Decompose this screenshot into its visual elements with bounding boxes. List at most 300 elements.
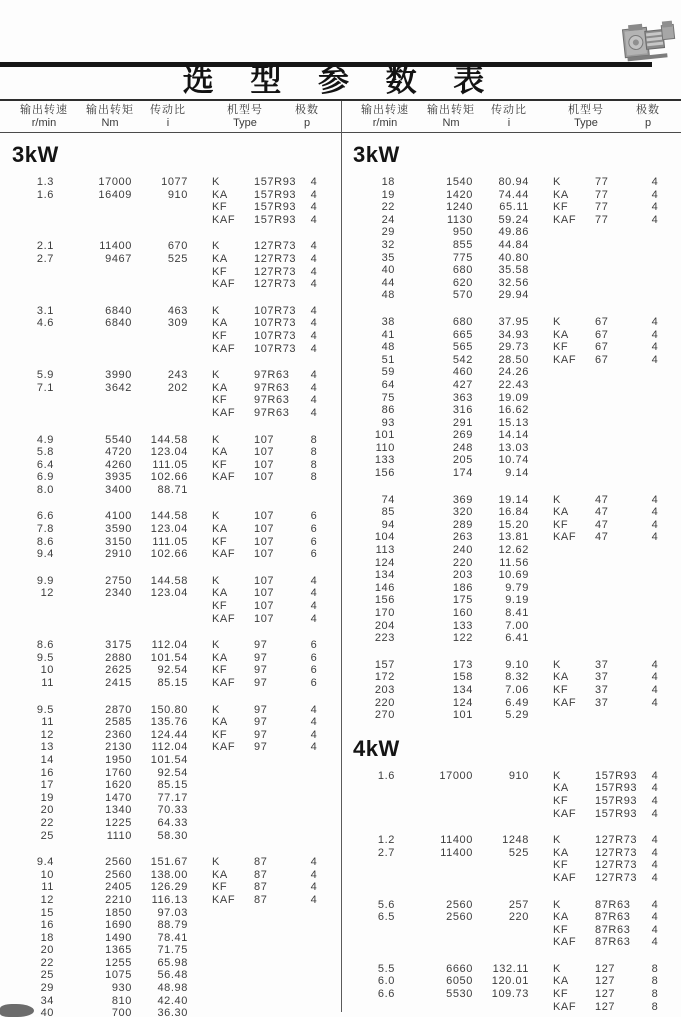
cell-type-prefix: KF — [212, 535, 228, 548]
cell-poles: 4 — [651, 898, 659, 911]
spacer — [198, 639, 212, 652]
cell-poles — [643, 252, 667, 265]
cell-type-prefix: KAF — [212, 471, 236, 484]
cell-poles: 4 — [651, 188, 659, 201]
cell-torque: 17000 — [439, 769, 473, 782]
column-model — [254, 856, 302, 1017]
spacer — [198, 369, 212, 382]
column-spacer — [198, 434, 212, 497]
cell-poles: 6 — [310, 548, 318, 561]
column-torque — [60, 434, 140, 497]
cell-type-model: 87 — [254, 868, 268, 881]
column-spacer — [539, 316, 553, 480]
cell-ratio: 49.86 — [498, 226, 529, 239]
cell-type-model: 47 — [595, 531, 609, 544]
cell-speed: 2.7 — [377, 846, 395, 859]
cell-torque: 3990 — [105, 369, 132, 382]
cell-torque — [401, 936, 481, 949]
cell-torque: 542 — [452, 353, 473, 366]
cell-speed: 6.9 — [36, 471, 54, 484]
column-torque — [60, 176, 140, 226]
cell-torque: 186 — [452, 581, 473, 594]
spacer — [539, 975, 553, 988]
spacer — [198, 995, 212, 1008]
cell-speed — [8, 613, 60, 626]
column-torque — [401, 494, 481, 645]
cell-torque: 680 — [452, 315, 473, 328]
cell-speed: 223 — [374, 632, 395, 645]
cell-torque: 122 — [452, 632, 473, 645]
cell-poles: 4 — [310, 240, 318, 253]
table-left — [0, 140, 340, 1017]
cell-type-model — [595, 429, 643, 442]
cell-torque: 930 — [111, 982, 132, 995]
cell-poles — [643, 454, 667, 467]
column-prefix — [212, 639, 254, 689]
cell-type-model — [254, 1007, 302, 1017]
cell-torque — [60, 330, 140, 343]
cell-poles — [302, 779, 326, 792]
cell-type-prefix: KF — [553, 683, 569, 696]
column-model — [254, 510, 302, 560]
spacer — [539, 795, 553, 808]
column-poles — [302, 434, 326, 497]
cell-type-prefix — [553, 226, 595, 239]
cell-type-model: 127R73 — [595, 846, 638, 859]
cell-type-prefix: KAF — [212, 278, 236, 291]
data-group — [0, 510, 340, 560]
cell-type-prefix — [212, 919, 254, 932]
spacer — [198, 969, 212, 982]
cell-torque: 1110 — [106, 829, 132, 842]
column-poles — [302, 510, 326, 560]
cell-poles: 4 — [310, 716, 318, 729]
cell-type-model: 97 — [254, 651, 268, 664]
cell-type-prefix: K — [553, 658, 561, 671]
cell-type-prefix: KAF — [553, 807, 577, 820]
cell-torque: 124 — [452, 696, 473, 709]
column-header — [603, 104, 681, 130]
cell-speed: 75 — [381, 391, 395, 404]
spacer — [539, 366, 553, 379]
cell-type-prefix — [553, 467, 595, 480]
cell-type-prefix: KAF — [553, 871, 577, 884]
column-model — [254, 240, 302, 290]
spacer — [198, 716, 212, 729]
data-group — [0, 240, 340, 290]
cell-type-model — [595, 277, 643, 290]
spacer — [539, 531, 553, 544]
cell-torque: 3642 — [105, 381, 132, 394]
spacer — [198, 779, 212, 792]
cell-torque: 2560 — [446, 911, 473, 924]
cell-speed: 94 — [381, 518, 395, 531]
cell-ratio: 112.04 — [151, 741, 188, 754]
cell-poles — [302, 817, 326, 830]
cell-ratio — [481, 859, 539, 872]
column-torque — [401, 899, 481, 949]
column-poles — [302, 176, 326, 226]
cell-torque: 2910 — [105, 548, 132, 561]
cell-poles — [643, 429, 667, 442]
spacer — [198, 575, 212, 588]
cell-poles — [302, 1007, 326, 1017]
data-group — [341, 176, 681, 302]
column-ratio — [481, 316, 539, 480]
cell-poles — [302, 792, 326, 805]
column-prefix — [553, 899, 595, 949]
cell-poles — [643, 289, 667, 302]
cell-type-model: 127R73 — [595, 859, 638, 872]
cell-torque: 1490 — [105, 931, 132, 944]
cell-poles — [643, 226, 667, 239]
cell-type-prefix: KF — [212, 201, 228, 214]
cell-poles: 4 — [310, 213, 318, 226]
column-model — [595, 770, 643, 820]
cell-ratio: 19.14 — [498, 493, 529, 506]
cell-speed: 6.6 — [377, 988, 395, 1001]
cell-poles: 4 — [651, 782, 659, 795]
cell-type-model — [254, 767, 302, 780]
cell-type-prefix: K — [212, 574, 220, 587]
cell-ratio: 97.03 — [157, 906, 188, 919]
cell-speed: 1.6 — [36, 188, 54, 201]
cell-type-model — [595, 404, 643, 417]
cell-ratio: 9.79 — [505, 581, 529, 594]
cell-speed: 8.0 — [36, 483, 54, 496]
cell-ratio — [481, 808, 539, 821]
spacer — [198, 982, 212, 995]
cell-torque — [60, 394, 140, 407]
cell-type-prefix: KF — [553, 518, 569, 531]
section-heading: 3kW — [12, 142, 59, 167]
cell-torque: 775 — [452, 251, 473, 264]
cell-poles: 4 — [651, 671, 659, 684]
cell-speed: 4.6 — [36, 317, 54, 330]
cell-ratio: 29.73 — [498, 341, 529, 354]
cell-torque: 1470 — [105, 791, 132, 804]
cell-poles — [643, 392, 667, 405]
cell-speed: 9.9 — [36, 574, 54, 587]
cell-type-model — [595, 582, 643, 595]
cell-ratio: 123.04 — [150, 587, 188, 600]
cell-speed: 4.9 — [36, 433, 54, 446]
cell-type-model — [595, 594, 643, 607]
cell-poles: 4 — [651, 936, 659, 949]
cell-speed: 22 — [40, 956, 54, 969]
cell-type-model — [595, 544, 643, 557]
cell-speed: 12 — [40, 893, 54, 906]
cell-torque: 175 — [452, 594, 473, 607]
cell-torque: 6840 — [105, 304, 132, 317]
cell-poles — [643, 607, 667, 620]
cell-type-model — [595, 366, 643, 379]
spacer — [198, 459, 212, 472]
column-spacer — [198, 704, 212, 843]
cell-torque: 4260 — [105, 458, 132, 471]
spacer — [198, 548, 212, 561]
cell-type-model — [595, 442, 643, 455]
cell-type-prefix — [212, 754, 254, 767]
cell-poles: 4 — [651, 871, 659, 884]
cell-ratio — [481, 924, 539, 937]
cell-poles: 4 — [651, 658, 659, 671]
cell-speed: 5.9 — [36, 369, 54, 382]
column-spacer — [198, 176, 212, 226]
spacer — [539, 569, 553, 582]
column-ratio — [481, 176, 539, 302]
spacer — [198, 1007, 212, 1017]
cell-type-model — [595, 252, 643, 265]
cell-poles — [643, 467, 667, 480]
cell-poles: 4 — [651, 201, 659, 214]
cell-speed: 5.5 — [377, 962, 395, 975]
spacer — [539, 697, 553, 710]
column-prefix — [553, 176, 595, 302]
spacer — [539, 582, 553, 595]
cell-type-model — [254, 907, 302, 920]
cell-type-prefix — [553, 417, 595, 430]
cell-torque: 363 — [452, 391, 473, 404]
column-torque — [60, 240, 140, 290]
cell-ratio: 9.19 — [505, 594, 529, 607]
cell-type-model: 127R73 — [595, 871, 638, 884]
cell-ratio: 309 — [167, 317, 188, 330]
cell-type-prefix: K — [212, 304, 220, 317]
cell-torque: 2750 — [105, 574, 132, 587]
cell-type-model — [595, 264, 643, 277]
cell-type-prefix: KF — [212, 329, 228, 342]
cell-speed: 203 — [374, 683, 395, 696]
spacer — [539, 671, 553, 684]
column-model — [254, 176, 302, 226]
column-prefix — [553, 494, 595, 645]
cell-poles — [643, 632, 667, 645]
cell-type-model — [595, 289, 643, 302]
cell-type-model: 97 — [254, 728, 268, 741]
column-torque — [401, 176, 481, 302]
spacer — [539, 782, 553, 795]
cell-ratio: 15.20 — [498, 518, 529, 531]
cell-poles: 4 — [310, 574, 318, 587]
column-model — [595, 659, 643, 722]
cell-type-model: 47 — [595, 506, 609, 519]
cell-ratio: 85.15 — [157, 779, 188, 792]
cell-speed: 32 — [381, 238, 395, 251]
cell-ratio: 42.40 — [157, 994, 188, 1007]
cell-type-model — [254, 982, 302, 995]
spacer — [198, 484, 212, 497]
cell-type-prefix: KA — [212, 317, 228, 330]
cell-torque: 2340 — [105, 587, 132, 600]
spacer — [539, 544, 553, 557]
column-speed — [8, 240, 60, 290]
spacer — [539, 404, 553, 417]
column-ratio — [140, 305, 198, 355]
cell-type-prefix: K — [212, 703, 220, 716]
spacer — [539, 519, 553, 532]
cell-torque: 2560 — [105, 856, 132, 869]
cell-ratio: 64.33 — [157, 816, 188, 829]
cell-poles: 4 — [310, 893, 318, 906]
column-spacer — [198, 240, 212, 290]
cell-speed: 110 — [375, 441, 395, 454]
column-torque — [401, 963, 481, 1013]
column-speed — [349, 770, 401, 820]
cell-type-model — [254, 804, 302, 817]
cell-type-model — [254, 830, 302, 843]
cell-type-prefix: KF — [553, 923, 569, 936]
cell-speed: 2.1 — [36, 240, 54, 253]
cell-type-prefix: KA — [553, 975, 569, 988]
column-spacer — [198, 510, 212, 560]
cell-speed: 1.3 — [36, 176, 54, 188]
cell-speed: 1.2 — [377, 834, 395, 847]
cell-ratio: 34.93 — [498, 328, 529, 341]
column-spacer — [539, 899, 553, 949]
spacer — [198, 664, 212, 677]
cell-speed: 18 — [381, 176, 395, 188]
column-header-unit: p — [303, 117, 311, 129]
cell-ratio: 32.56 — [498, 276, 529, 289]
cell-ratio: 65.11 — [499, 201, 529, 214]
cell-poles — [643, 239, 667, 252]
cell-torque: 134 — [452, 683, 473, 696]
cell-poles — [643, 544, 667, 557]
cell-type-prefix: KA — [212, 252, 228, 265]
cell-ratio: 24.26 — [498, 366, 529, 379]
column-spacer — [539, 963, 553, 1013]
cell-type-prefix — [553, 239, 595, 252]
cell-poles — [643, 277, 667, 290]
column-speed — [349, 659, 401, 722]
cell-type-prefix — [212, 1007, 254, 1017]
column-speed — [8, 434, 60, 497]
cell-ratio: 243 — [167, 369, 188, 382]
spacer — [539, 988, 553, 1001]
cell-type-prefix: KAF — [212, 342, 236, 355]
spacer — [539, 454, 553, 467]
cell-ratio: 1077 — [161, 176, 188, 188]
cell-torque: 2130 — [105, 741, 132, 754]
cell-type-prefix — [553, 454, 595, 467]
spacer — [198, 944, 212, 957]
column-prefix — [212, 510, 254, 560]
cell-type-model: 127 — [595, 975, 616, 988]
cell-poles: 4 — [651, 696, 659, 709]
cell-speed: 157 — [374, 658, 395, 671]
cell-ratio: 71.75 — [157, 944, 188, 957]
column-torque — [60, 510, 140, 560]
cell-type-model: 157R93 — [254, 176, 297, 188]
cell-speed: 5.8 — [36, 446, 54, 459]
cell-ratio: 11.56 — [499, 556, 529, 569]
column-model — [254, 575, 302, 625]
page-title: 选 型 参 数 表 — [182, 63, 499, 98]
cell-speed — [349, 859, 401, 872]
spacer — [198, 305, 212, 318]
cell-ratio — [481, 795, 539, 808]
cell-speed: 18 — [40, 931, 54, 944]
cell-poles: 4 — [310, 856, 318, 869]
cell-poles — [302, 957, 326, 970]
cell-ratio: 9.10 — [505, 658, 529, 671]
column-spacer — [539, 494, 553, 645]
column-torque — [401, 770, 481, 820]
spacer — [198, 830, 212, 843]
cell-speed — [8, 407, 60, 420]
spacer — [539, 808, 553, 821]
cell-type-model: 107 — [254, 471, 275, 484]
column-header-cn: 输出转矩 — [427, 104, 475, 116]
cell-type-prefix: KA — [553, 188, 569, 201]
cell-speed: 40 — [40, 1007, 54, 1017]
cell-torque: 11400 — [440, 846, 473, 859]
spacer — [198, 330, 212, 343]
cell-ratio: 8.41 — [505, 607, 529, 619]
cell-torque — [401, 872, 481, 885]
cell-poles — [302, 969, 326, 982]
column-spacer — [539, 659, 553, 722]
cell-torque: 316 — [452, 404, 473, 417]
cell-type-prefix — [212, 932, 254, 945]
cell-poles — [643, 379, 667, 392]
cell-ratio: 28.50 — [498, 353, 529, 366]
cell-torque: 205 — [452, 454, 473, 467]
cell-torque: 2405 — [105, 881, 132, 894]
cell-type-prefix — [212, 830, 254, 843]
cell-type-prefix: K — [212, 369, 220, 382]
cell-type-model: 37 — [595, 658, 609, 671]
cell-poles — [643, 620, 667, 633]
cell-speed: 11 — [41, 881, 54, 894]
cell-poles: 6 — [310, 639, 318, 652]
cell-torque — [60, 266, 140, 279]
cell-type-model — [595, 607, 643, 620]
column-speed — [349, 494, 401, 645]
cell-ratio: 13.81 — [498, 531, 529, 544]
data-group — [341, 834, 681, 884]
cell-type-model: 107 — [254, 535, 275, 548]
spacer — [539, 924, 553, 937]
cell-torque: 1620 — [105, 779, 132, 792]
data-group — [0, 176, 340, 226]
spacer — [198, 407, 212, 420]
cell-type-model: 77 — [595, 188, 609, 201]
cell-poles: 4 — [651, 518, 659, 531]
cell-torque: 160 — [452, 607, 473, 619]
column-torque — [60, 856, 140, 1017]
cell-torque — [60, 278, 140, 291]
spacer — [539, 442, 553, 455]
spacer — [198, 176, 212, 189]
spacer — [198, 446, 212, 459]
cell-type-model: 97 — [254, 664, 268, 677]
spacer — [198, 536, 212, 549]
cell-speed: 20 — [40, 944, 54, 957]
cell-type-prefix: KA — [553, 911, 569, 924]
cell-type-prefix — [553, 544, 595, 557]
cell-torque: 6660 — [446, 962, 473, 975]
cell-type-model — [595, 709, 643, 722]
cell-speed: 170 — [374, 607, 395, 619]
cell-ratio: 102.66 — [150, 471, 188, 484]
cell-type-model: 157R93 — [254, 213, 297, 226]
cell-poles: 4 — [310, 600, 318, 613]
cell-type-prefix: KF — [553, 201, 569, 214]
cell-type-model: 107 — [254, 574, 275, 587]
cell-speed — [8, 343, 60, 356]
